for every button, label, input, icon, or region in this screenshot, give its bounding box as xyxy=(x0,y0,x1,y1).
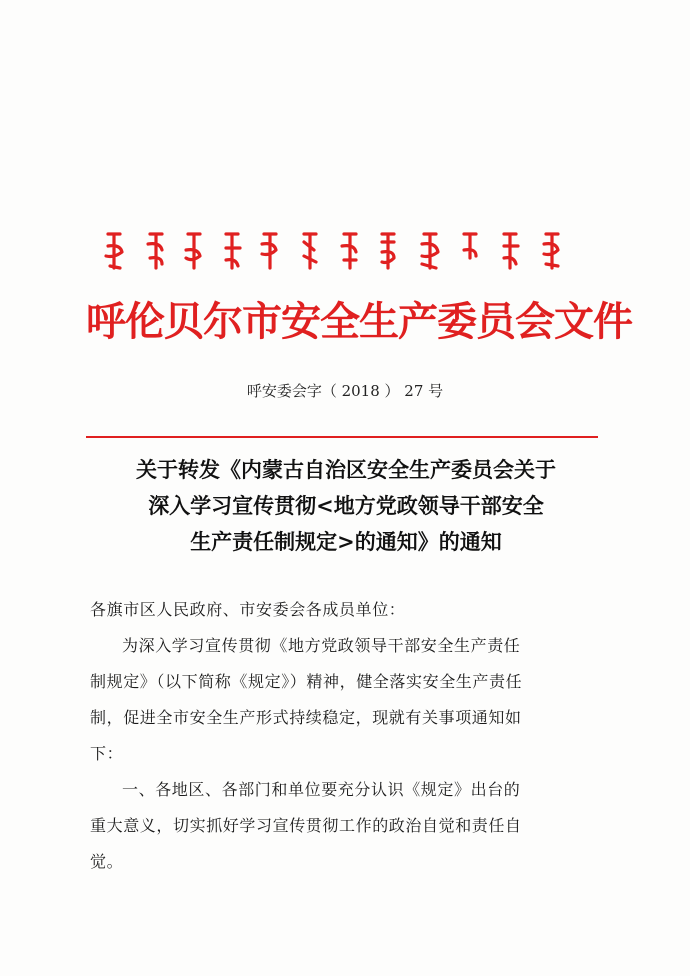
red-divider xyxy=(86,436,598,438)
mongol-glyph xyxy=(504,234,518,268)
document-subject xyxy=(86,452,606,560)
mongol-glyph xyxy=(382,234,394,268)
body-line: 为深入学习宣传贯彻《地方党政领导干部安全生产责任 xyxy=(122,636,521,655)
body-line: 重大意义，切实抓好学习宣传贯彻工作的政治自觉和责任自 xyxy=(90,816,522,835)
mongolian-script-header xyxy=(100,228,590,276)
mongol-glyph xyxy=(304,234,316,268)
mongol-glyph xyxy=(342,234,356,268)
salutation: 各旗市区人民政府、市安委会各成员单位： xyxy=(90,600,406,619)
subject-line: 深入学习宣传贯彻<地方党政领导干部安全 xyxy=(148,493,544,518)
body-line: 觉。 xyxy=(90,852,124,871)
body-line: 下： xyxy=(90,744,124,763)
mongol-glyph xyxy=(544,234,558,268)
document-body xyxy=(90,592,600,880)
subject-line: 生产责任制规定>的通知》的通知 xyxy=(190,529,502,554)
mongolian-script-glyphs xyxy=(100,228,590,276)
body-line: 制，促进全市安全生产形式持续稳定，现就有关事项通知如 xyxy=(90,708,522,727)
mongol-glyph xyxy=(262,234,276,268)
subject-line: 关于转发《内蒙古自治区安全生产委员会关于 xyxy=(136,457,556,482)
mongol-glyph xyxy=(186,234,200,268)
mongol-glyph xyxy=(422,234,438,268)
mongol-glyph xyxy=(148,234,162,268)
mongol-glyph xyxy=(226,234,240,268)
mongol-glyph xyxy=(464,234,476,258)
document-number: 呼安委会字（ 2018 ） 27 号 xyxy=(246,382,444,400)
document-issuer-title: 呼伦贝尔市安全生产委员会文件 xyxy=(86,298,632,345)
body-line: 一、各地区、各部门和单位要充分认识《规定》出台的 xyxy=(122,780,521,799)
mongol-glyph xyxy=(106,234,122,268)
body-line: 制规定》（以下简称《规定》）精神，健全落实安全生产责任 xyxy=(90,672,523,691)
